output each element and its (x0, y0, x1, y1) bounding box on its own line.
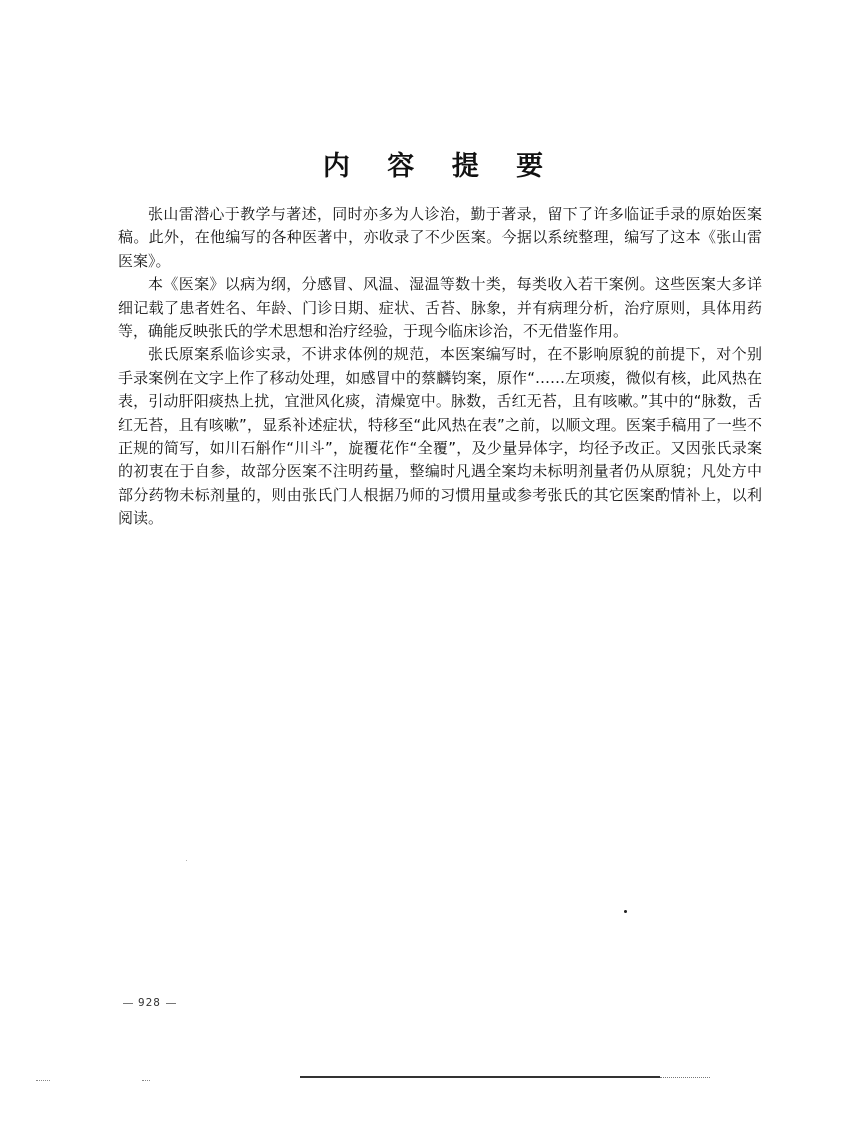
paragraph-2: 本《医案》以病为纲，分感冒、风温、湿温等数十类，每类收入若干案例。这些医案大多详细记载了患者姓名、年龄、门诊日期、症状、舌苔、脉象，并有病理分析，治疗原则，具体用药等，确能反映张氏的学术思想和治疗经验，于现今临床诊治，不无借鉴作用。 (118, 275, 762, 341)
scan-speck-row (142, 1080, 150, 1082)
page-number (118, 996, 181, 1010)
scan-speck-row (36, 1080, 50, 1082)
page-title: 内 容 提 要 (322, 151, 558, 182)
scan-speck (624, 910, 627, 913)
page-number-left-dash (123, 1003, 133, 1004)
page-number-right-dash (166, 1003, 176, 1004)
paragraph-3: 张氏原案系临诊实录，不讲求体例的规范，本医案编写时，在不影响原貌的前提下，对个别手录案例在文字上作了移动处理，如感冒中的蔡麟钧案，原作“……左项痠，微似有核，此风热在表，引动肝阳痰热上扰，宜泄风化痰，清燥宽中。脉数，舌红无苔，且有咳嗽。”其中的“脉数，舌红无苔，且有咳嗽”，显系补述症状，特移至“此风热在表”之前，以顺文理。医案手稿用了一些不正规的简写，如川石斛作“川斗”，旋覆花作“全覆”，及少量异体字，均径予改正。又因张氏录案的初衷在于自参，故部分医案不注明药量，整编时凡遇全案均未标明剂量者仍从原貌；凡处方中部分药物未标剂量的，则由张氏门人根据乃师的习惯用量或参考张氏的其它医案酌情补上，以利阅读。 (118, 345, 762, 528)
bottom-rule (300, 1076, 660, 1078)
bottom-rule-fade (660, 1077, 710, 1078)
scan-speck (186, 860, 187, 861)
paragraph-1: 张山雷潜心于教学与著述，同时亦多为人诊治，勤于著录，留下了许多临证手录的原始医案稿。此外，在他编写的各种医著中，亦收录了不少医案。今据以系统整理，编写了这本《张山雷医案》。 (118, 205, 762, 270)
page-number-value: 928 (138, 996, 161, 1009)
summary-body (118, 203, 762, 531)
